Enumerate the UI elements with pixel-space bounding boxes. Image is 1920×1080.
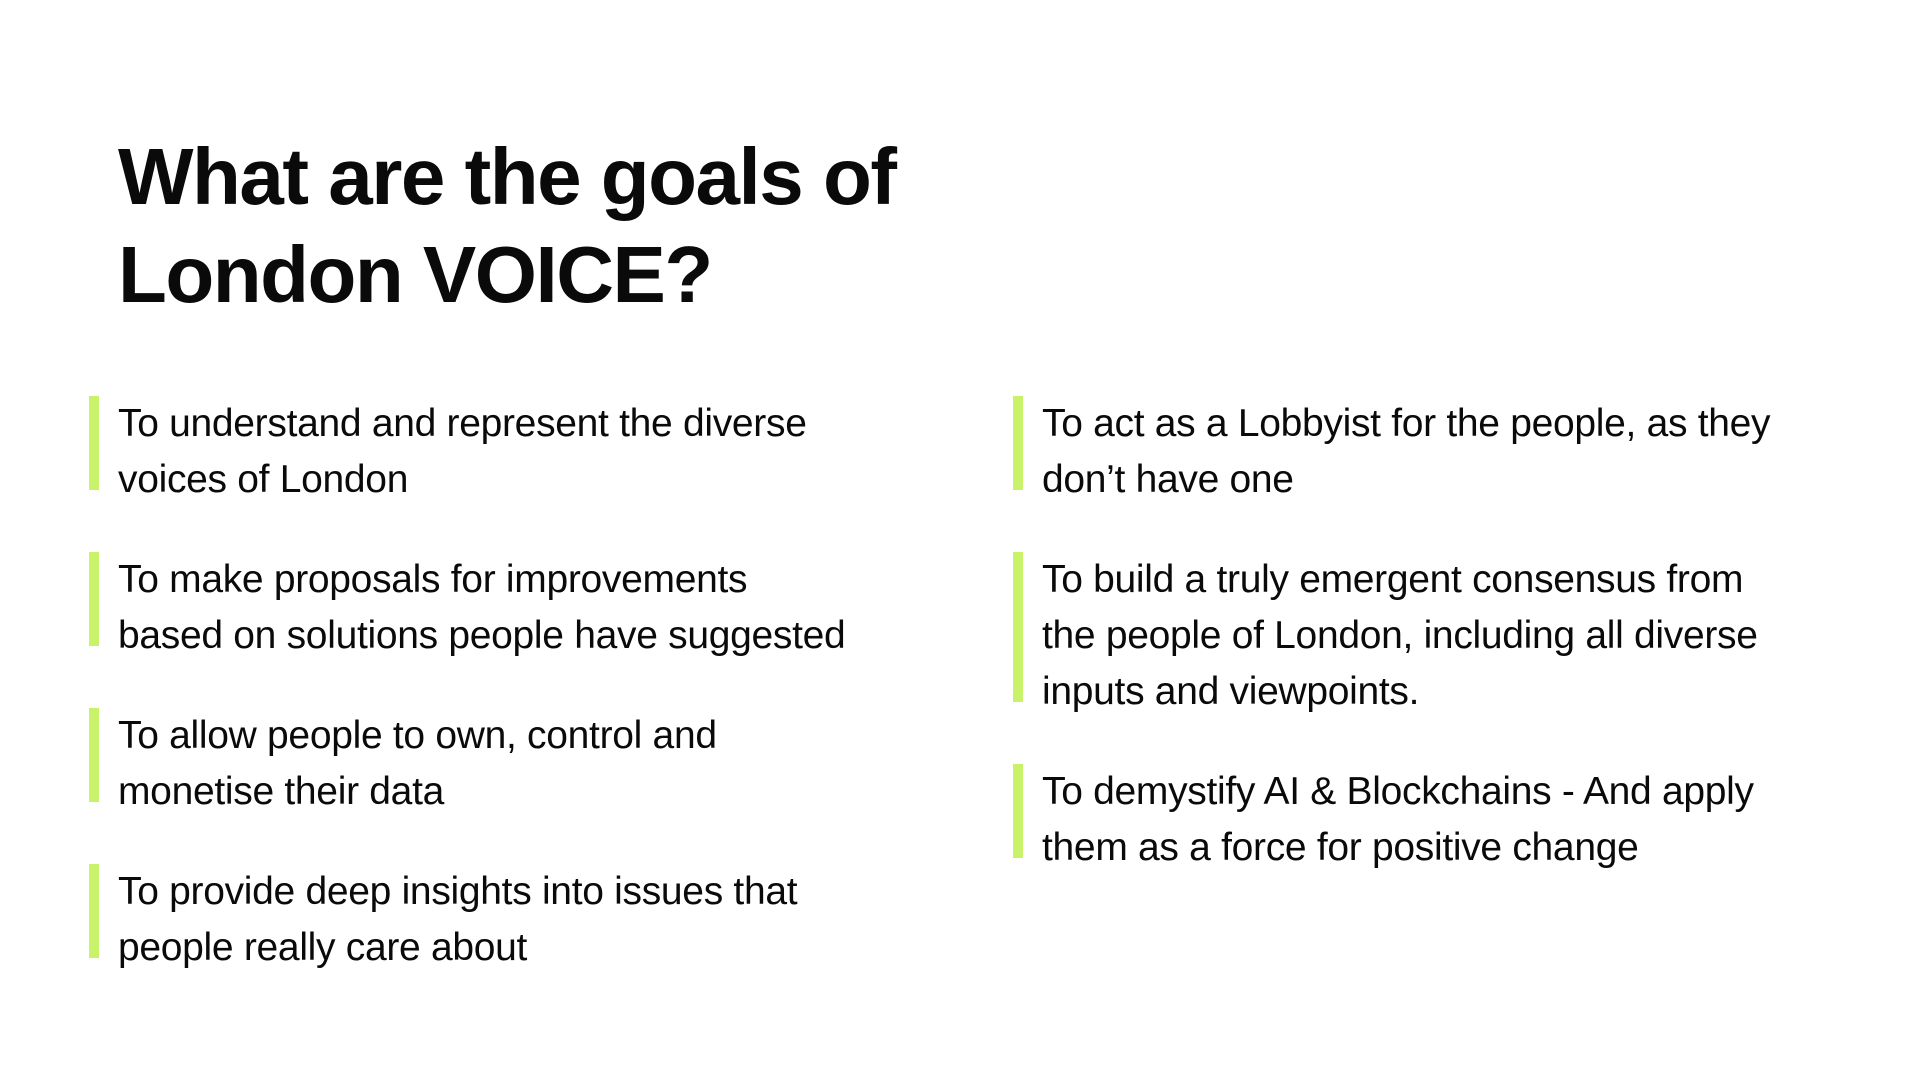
goal-line: To build a truly emergent consensus from — [1042, 558, 1744, 601]
goal-line: To demystify AI & Blockchains - And apply — [1042, 770, 1754, 813]
goal-text — [1042, 764, 1862, 876]
goal-text — [1042, 552, 1862, 720]
goal-line: To provide deep insights into issues that — [118, 870, 798, 913]
accent-bar — [89, 708, 99, 802]
goal-item-understand — [118, 396, 938, 508]
goal-line: the people of London, including all diverse — [1042, 614, 1758, 657]
goal-line: them as a force for positive change — [1042, 826, 1639, 869]
title-line: What are the goals of — [118, 132, 896, 221]
goal-line: voices of London — [118, 458, 409, 501]
goal-item-data — [118, 708, 938, 820]
accent-bar — [1013, 396, 1023, 490]
goal-text — [118, 552, 938, 664]
goal-item-consensus — [1042, 552, 1862, 720]
goal-line: based on solutions people have suggested — [118, 614, 846, 657]
goal-line: people really care about — [118, 926, 528, 969]
goal-text — [118, 708, 938, 820]
goal-text — [118, 396, 938, 508]
accent-bar — [89, 396, 99, 490]
goal-item-proposals — [118, 552, 938, 664]
goal-line: To understand and represent the diverse — [118, 402, 807, 445]
goal-line: To make proposals for improvements — [118, 558, 748, 601]
goal-item-lobbyist — [1042, 396, 1862, 508]
goal-text — [118, 864, 938, 976]
goal-line: don’t have one — [1042, 458, 1294, 501]
goal-item-insights — [118, 864, 938, 976]
goal-text — [1042, 396, 1862, 508]
title-line: London VOICE? — [118, 230, 712, 319]
accent-bar — [1013, 552, 1023, 702]
accent-bar — [89, 552, 99, 646]
goal-line: monetise their data — [118, 770, 444, 813]
accent-bar — [89, 864, 99, 958]
accent-bar — [1013, 764, 1023, 858]
goal-item-demystify — [1042, 764, 1862, 876]
slide-title — [118, 128, 1018, 324]
goal-line: inputs and viewpoints. — [1042, 670, 1420, 713]
goal-line: To allow people to own, control and — [118, 714, 717, 757]
goal-line: To act as a Lobbyist for the people, as they — [1042, 402, 1771, 445]
